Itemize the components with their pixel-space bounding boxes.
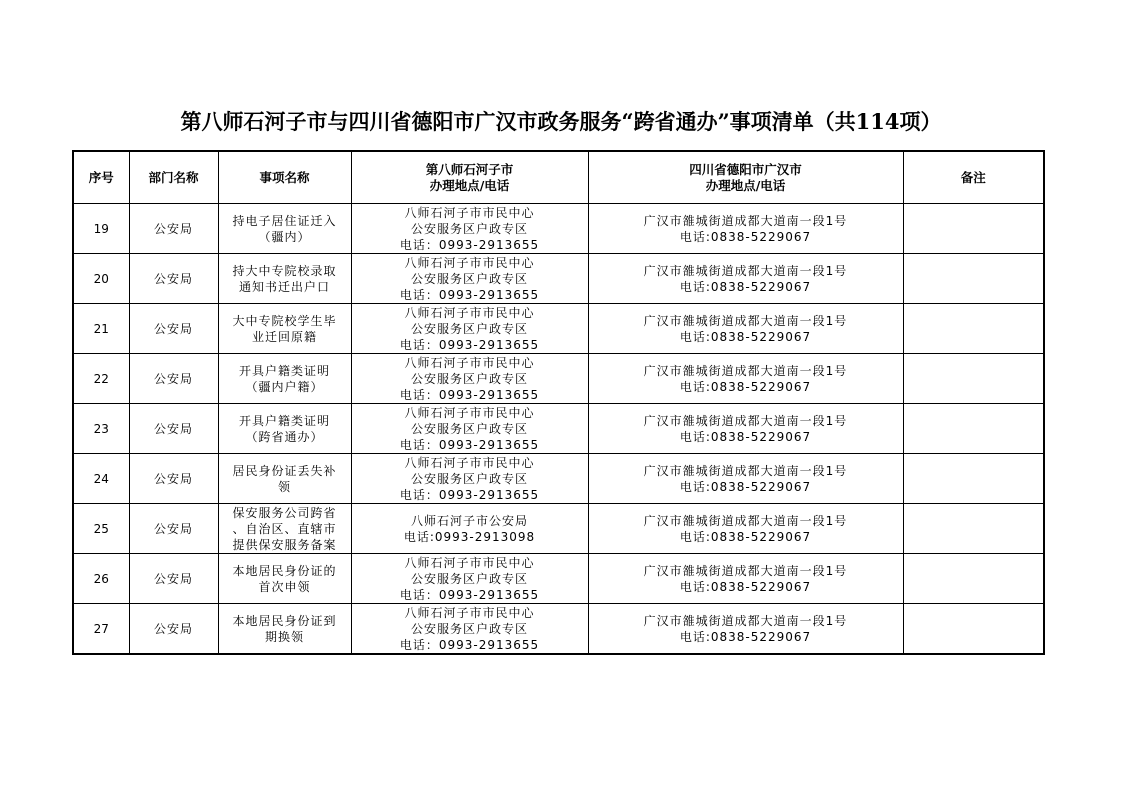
header-shihezi [351, 151, 588, 204]
row-shihezi-location-line: 公安服务区户政专区 [410, 471, 528, 486]
row-item-name-line: 提供保安服务备案 [232, 537, 337, 552]
row-note [903, 554, 1044, 604]
row-item-name-line: 领 [277, 479, 291, 494]
row-shihezi-location-line: 公安服务区户政专区 [410, 271, 528, 286]
row-item-name-line: 期换领 [264, 629, 304, 644]
row-seq: 23 [73, 404, 129, 454]
row-dept: 公安局 [129, 304, 218, 354]
row-guanghan-location [588, 254, 903, 304]
header-guanghan-line2: 办理地点/电话 [705, 177, 786, 193]
table-header-row [73, 151, 1044, 204]
row-shihezi-location-line: 公安服务区户政专区 [410, 571, 528, 586]
page-title: 第八师石河子市与四川省德阳市广汉市政务服务“跨省通办”事项清单（共114项） [180, 109, 942, 134]
table-row [73, 454, 1044, 504]
row-item-name-line: 业迁回原籍 [251, 329, 317, 344]
header-seq: 序号 [73, 151, 129, 204]
row-shihezi-location [351, 404, 588, 454]
row-shihezi-location-line: 电话：0993-2913655 [399, 637, 540, 652]
row-item-name-line: 、自治区、直辖市 [232, 521, 337, 536]
row-shihezi-location [351, 454, 588, 504]
row-shihezi-location-line: 公安服务区户政专区 [410, 221, 528, 236]
header-guanghan [588, 151, 903, 204]
row-guanghan-location [588, 604, 903, 655]
row-shihezi-location-line: 公安服务区户政专区 [410, 421, 528, 436]
row-guanghan-location-line: 电话:0838-5229067 [679, 329, 812, 344]
header-shihezi-line2: 办理地点/电话 [429, 177, 510, 193]
row-note [903, 454, 1044, 504]
header-shihezi-line1: 第八师石河子市 [425, 161, 514, 177]
row-guanghan-location-line: 广汉市雒城街道成都大道南一段1号 [643, 613, 848, 628]
row-guanghan-location-line: 广汉市雒城街道成都大道南一段1号 [643, 413, 848, 428]
row-shihezi-location [351, 304, 588, 354]
row-note [903, 304, 1044, 354]
row-shihezi-location-line: 八师石河子市市民中心 [404, 205, 535, 220]
row-item-name-line: 居民身份证丢失补 [232, 463, 337, 478]
table-row [73, 354, 1044, 404]
row-shihezi-location-line: 公安服务区户政专区 [410, 621, 528, 636]
row-shihezi-location [351, 354, 588, 404]
row-shihezi-location [351, 554, 588, 604]
row-item-name-line: 本地居民身份证的 [232, 563, 337, 578]
row-item-name-line: 本地居民身份证到 [232, 613, 337, 628]
table-row [73, 554, 1044, 604]
row-seq: 22 [73, 354, 129, 404]
row-item-name-line: 开具户籍类证明 [238, 363, 330, 378]
row-dept: 公安局 [129, 354, 218, 404]
row-item-name-line: 持大中专院校录取 [232, 263, 337, 278]
row-shihezi-location-line: 八师石河子市市民中心 [404, 255, 535, 270]
row-guanghan-location-line: 电话:0838-5229067 [679, 479, 812, 494]
row-guanghan-location [588, 404, 903, 454]
row-note [903, 254, 1044, 304]
row-item-name-line: 首次申领 [258, 579, 311, 594]
row-item-name [218, 304, 351, 354]
row-dept: 公安局 [129, 404, 218, 454]
row-shihezi-location-line: 八师石河子市市民中心 [404, 555, 535, 570]
row-item-name-line: （跨省通办） [245, 429, 324, 444]
row-dept: 公安局 [129, 504, 218, 554]
row-dept: 公安局 [129, 454, 218, 504]
row-guanghan-location-line: 广汉市雒城街道成都大道南一段1号 [643, 563, 848, 578]
table-body [73, 204, 1044, 655]
row-item-name-line: 保安服务公司跨省 [232, 505, 337, 520]
row-shihezi-location [351, 254, 588, 304]
header-item: 事项名称 [218, 151, 351, 204]
table-row [73, 404, 1044, 454]
row-shihezi-location-line: 八师石河子市市民中心 [404, 605, 535, 620]
row-seq: 25 [73, 504, 129, 554]
row-shihezi-location-line: 电话：0993-2913655 [399, 387, 540, 402]
row-seq: 26 [73, 554, 129, 604]
table-row [73, 204, 1044, 254]
row-guanghan-location-line: 电话:0838-5229067 [679, 279, 812, 294]
row-guanghan-location-line: 电话:0838-5229067 [679, 529, 812, 544]
row-dept: 公安局 [129, 604, 218, 655]
row-shihezi-location-line: 电话：0993-2913655 [399, 437, 540, 452]
row-guanghan-location-line: 电话:0838-5229067 [679, 579, 812, 594]
row-note [903, 604, 1044, 655]
row-dept: 公安局 [129, 254, 218, 304]
row-dept: 公安局 [129, 554, 218, 604]
row-shihezi-location-line: 电话：0993-2913655 [399, 287, 540, 302]
row-item-name [218, 404, 351, 454]
row-item-name [218, 604, 351, 655]
row-guanghan-location-line: 广汉市雒城街道成都大道南一段1号 [643, 463, 848, 478]
row-item-name-line: 开具户籍类证明 [238, 413, 330, 428]
row-guanghan-location-line: 电话:0838-5229067 [679, 229, 812, 244]
row-guanghan-location-line: 广汉市雒城街道成都大道南一段1号 [643, 513, 848, 528]
row-item-name [218, 354, 351, 404]
row-seq: 21 [73, 304, 129, 354]
row-guanghan-location [588, 204, 903, 254]
row-note [903, 354, 1044, 404]
row-item-name-line: 通知书迁出户口 [238, 279, 330, 294]
row-item-name-line: （疆内） [258, 229, 311, 244]
row-shihezi-location-line: 公安服务区户政专区 [410, 321, 528, 336]
row-shihezi-location-line: 电话：0993-2913655 [399, 587, 540, 602]
row-shihezi-location-line: 八师石河子市市民中心 [404, 355, 535, 370]
row-shihezi-location-line: 电话：0993-2913655 [399, 487, 540, 502]
row-shihezi-location-line: 电话：0993-2913655 [399, 337, 540, 352]
row-shihezi-location-line: 电话:0993-2913098 [403, 529, 536, 544]
row-item-name [218, 554, 351, 604]
row-guanghan-location-line: 广汉市雒城街道成都大道南一段1号 [643, 363, 848, 378]
row-guanghan-location-line: 电话:0838-5229067 [679, 629, 812, 644]
row-guanghan-location [588, 304, 903, 354]
row-guanghan-location-line: 广汉市雒城街道成都大道南一段1号 [643, 263, 848, 278]
row-guanghan-location [588, 454, 903, 504]
header-note: 备注 [903, 151, 1044, 204]
table-row [73, 604, 1044, 655]
row-item-name [218, 454, 351, 504]
row-item-name [218, 504, 351, 554]
row-note [903, 504, 1044, 554]
row-shihezi-location [351, 604, 588, 655]
row-shihezi-location [351, 204, 588, 254]
row-guanghan-location [588, 354, 903, 404]
row-guanghan-location-line: 广汉市雒城街道成都大道南一段1号 [643, 313, 848, 328]
items-table [72, 150, 1045, 655]
row-item-name-line: 持电子居住证迁入 [232, 213, 337, 228]
row-shihezi-location [351, 504, 588, 554]
table-row [73, 304, 1044, 354]
row-shihezi-location-line: 八师石河子市市民中心 [404, 305, 535, 320]
row-seq: 19 [73, 204, 129, 254]
row-dept: 公安局 [129, 204, 218, 254]
row-guanghan-location-line: 广汉市雒城街道成都大道南一段1号 [643, 213, 848, 228]
row-shihezi-location-line: 八师石河子市公安局 [410, 513, 528, 528]
row-seq: 27 [73, 604, 129, 655]
row-item-name [218, 204, 351, 254]
row-seq: 24 [73, 454, 129, 504]
row-shihezi-location-line: 八师石河子市市民中心 [404, 405, 535, 420]
row-seq: 20 [73, 254, 129, 304]
row-guanghan-location-line: 电话:0838-5229067 [679, 429, 812, 444]
row-item-name-line: 大中专院校学生毕 [232, 313, 337, 328]
row-guanghan-location-line: 电话:0838-5229067 [679, 379, 812, 394]
table-row [73, 504, 1044, 554]
row-shihezi-location-line: 电话：0993-2913655 [399, 237, 540, 252]
row-shihezi-location-line: 公安服务区户政专区 [410, 371, 528, 386]
row-item-name [218, 254, 351, 304]
row-shihezi-location-line: 八师石河子市市民中心 [404, 455, 535, 470]
row-note [903, 404, 1044, 454]
row-guanghan-location [588, 504, 903, 554]
row-note [903, 204, 1044, 254]
header-dept: 部门名称 [129, 151, 218, 204]
table-row [73, 254, 1044, 304]
header-guanghan-line1: 四川省德阳市广汉市 [689, 161, 802, 177]
row-guanghan-location [588, 554, 903, 604]
row-item-name-line: （疆内户籍） [245, 379, 324, 394]
